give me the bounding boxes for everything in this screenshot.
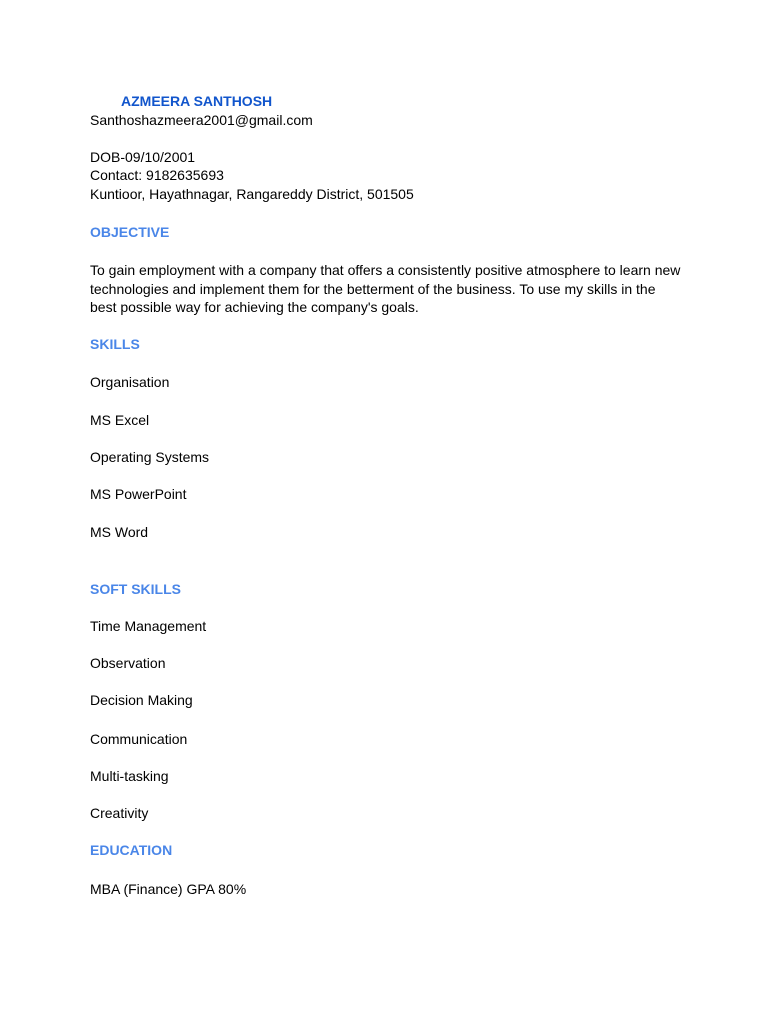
- date-of-birth: DOB-09/10/2001: [90, 149, 196, 165]
- skills-heading: SKILLS: [90, 336, 140, 352]
- skill-item: MS PowerPoint: [90, 486, 187, 502]
- education-item: MBA (Finance) GPA 80%: [90, 881, 247, 897]
- soft-skill-item: Decision Making: [90, 692, 193, 708]
- postal-address: Kuntioor, Hayathnagar, Rangareddy District, 501505: [90, 186, 414, 202]
- objective-line: To gain employment with a company that offers a consistently positive atmosphere to learn new: [90, 262, 681, 278]
- soft-skill-item: Observation: [90, 655, 166, 671]
- soft-skills-heading: SOFT SKILLS: [90, 581, 181, 597]
- soft-skill-item: Creativity: [90, 805, 149, 821]
- candidate-name: AZMEERA SANTHOSH: [121, 93, 273, 109]
- soft-skill-item: Communication: [90, 731, 188, 747]
- objective-line: best possible way for achieving the company's goals.: [90, 299, 419, 315]
- email-address: Santhoshazmeera2001@gmail.com: [90, 112, 313, 128]
- soft-skill-item: Time Management: [90, 618, 207, 634]
- contact-number: Contact: 9182635693: [90, 167, 224, 183]
- skill-item: MS Excel: [90, 412, 150, 428]
- education-heading: EDUCATION: [90, 842, 173, 858]
- objective-heading: OBJECTIVE: [90, 224, 170, 240]
- skill-item: MS Word: [90, 524, 149, 540]
- soft-skill-item: Multi-tasking: [90, 768, 169, 784]
- objective-line: technologies and implement them for the betterment of the business. To use my skills in the: [90, 281, 656, 297]
- skill-item: Organisation: [90, 374, 170, 390]
- skill-item: Operating Systems: [90, 449, 210, 465]
